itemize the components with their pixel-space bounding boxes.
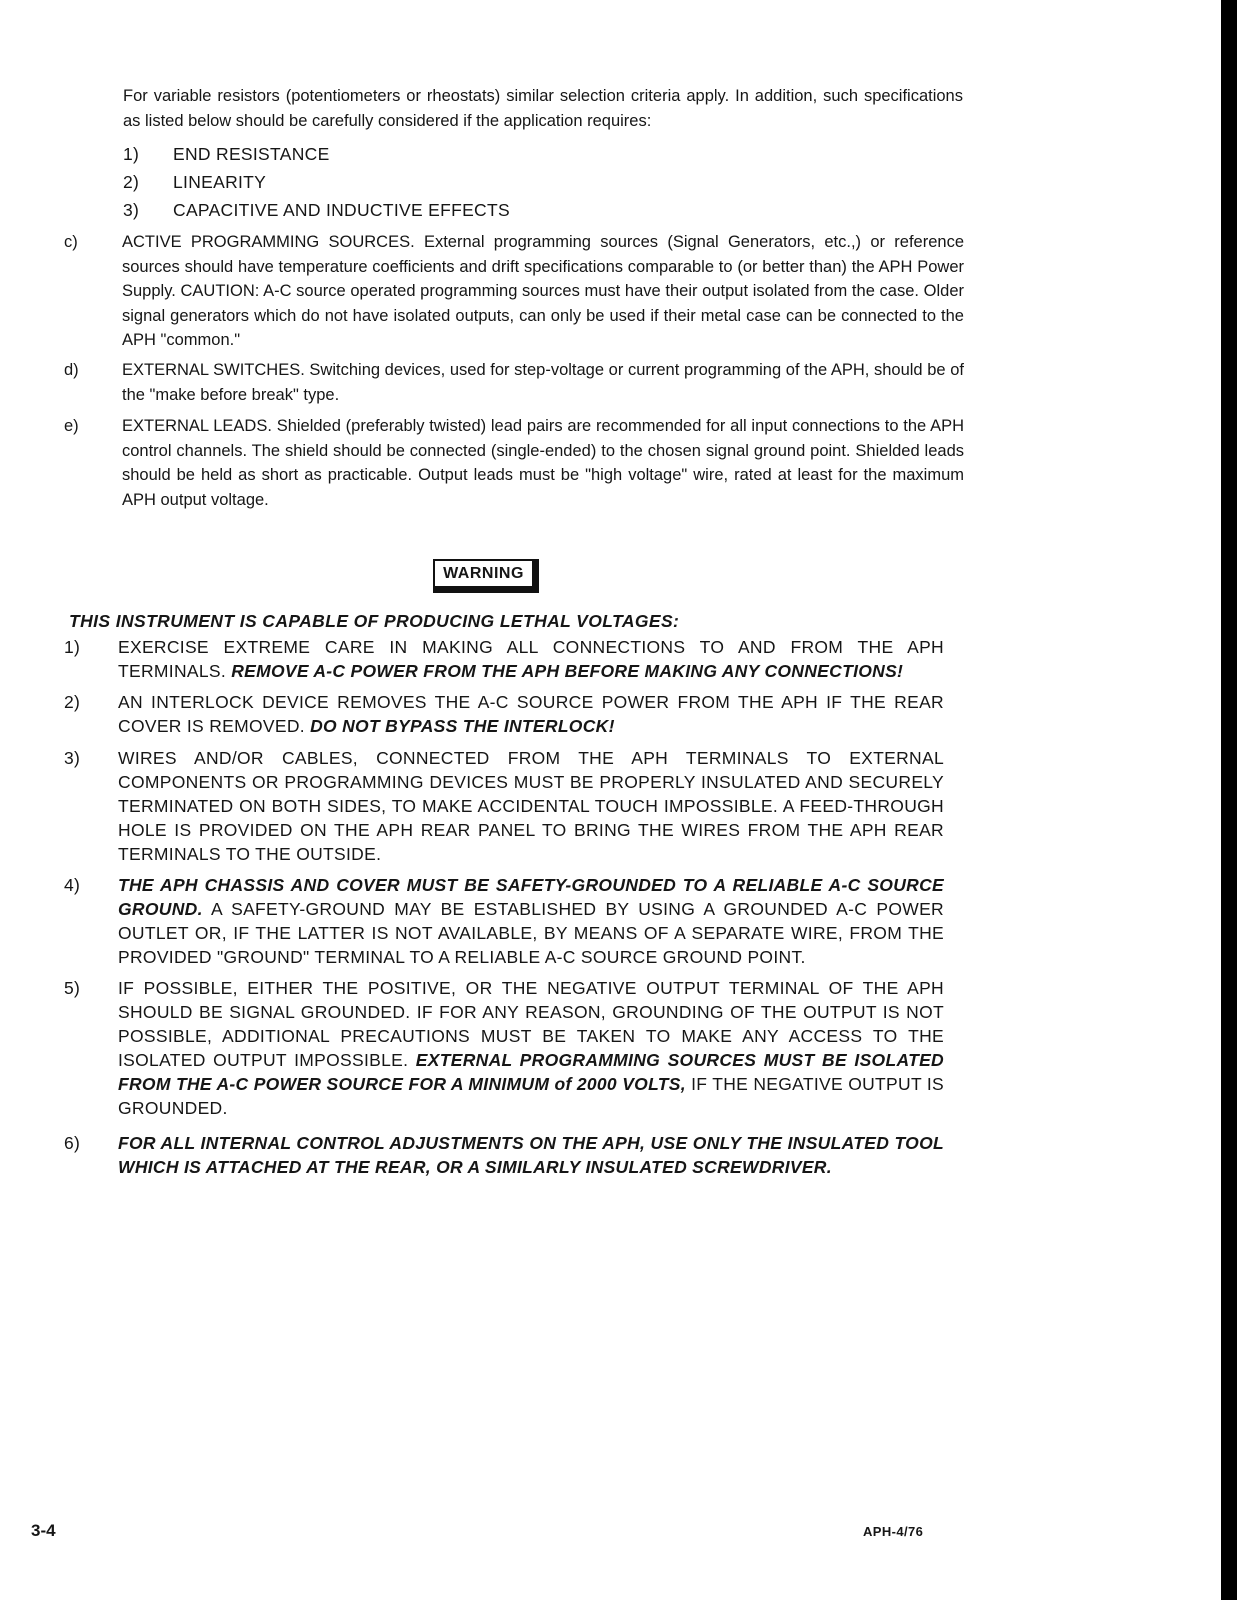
warning-item (64, 690, 944, 738)
intro-paragraph: For variable resistors (potentiometers or rheostats) similar selection criteria apply. In addition, such specifications as listed below should be carefully considered if the application requires: (123, 87, 963, 130)
warning-text-emphasis: DO NOT BYPASS THE INTERLOCK! (310, 716, 615, 736)
warning-item-text (118, 873, 944, 969)
warning-item-number: 5) (64, 978, 81, 998)
document-code: APH-4/76 (863, 1524, 924, 1539)
item-marker: c) (64, 233, 78, 251)
item-marker: e) (64, 417, 79, 435)
warning-text-plain: AN INTERLOCK DEVICE REMOVES THE A-C SOURCE POWER FROM THE APH IF THE REAR COVER IS REMOVED. (118, 692, 944, 736)
warning-text-plain: A SAFETY-GROUND MAY BE ESTABLISHED BY USING A GROUNDED A-C POWER OUTLET OR, IF THE LATTER IS NOT AVAILABLE, BY MEANS OF A SEPARATE WIRE, FROM THE PROVIDED "GROUND" TERMINAL TO A RELIABLE A-C SOURCE GROUND POINT. (118, 899, 944, 967)
warning-item-text (118, 746, 944, 866)
list-item (123, 196, 510, 224)
list-text: CAPACITIVE AND INDUCTIVE EFFECTS (173, 200, 510, 220)
warning-item-text (118, 976, 944, 1120)
list-item (123, 168, 510, 196)
warning-text-emphasis: EXTERNAL PROGRAMMING SOURCES MUST BE ISOLATED FROM THE A-C POWER SOURCE FOR A MINIMUM of 2000 VOLTS, (118, 1050, 944, 1094)
warning-item-number: 4) (64, 875, 81, 895)
warning-item-number: 3) (64, 748, 81, 768)
warning-text-plain: EXERCISE EXTREME CARE IN MAKING ALL CONNECTIONS TO AND FROM THE APH TERMINALS. (118, 637, 944, 681)
item-external-leads (64, 414, 964, 512)
page-number: 3-4 (31, 1521, 56, 1540)
list-number: 3) (123, 200, 140, 220)
item-text: ACTIVE PROGRAMMING SOURCES. External programming sources (Signal Generators, etc.,) or reference sources should have temperature coefficients and drift specifications comparable to (or better than) the APH Power Supply. CAUTION: A-C source operated programming sources must have their output isolated from the case. Older signal generators which do not have isolated outputs, can only be used if their metal case can be connected to the APH "common." (122, 233, 964, 349)
item-text: EXTERNAL LEADS. Shielded (preferably twisted) lead pairs are recommended for all input connections to the APH control channels. The shield should be connected (single-ended) to the chosen signal ground point. Shielded leads should be held as short as practicable. Output leads must be "high voltage" wire, rated at least for the maximum APH output voltage. (122, 417, 964, 509)
warning-item (64, 1131, 944, 1179)
warning-item (64, 873, 944, 969)
item-marker: d) (64, 361, 79, 379)
warning-text-emphasis: REMOVE A-C POWER FROM THE APH BEFORE MAKING ANY CONNECTIONS! (231, 661, 904, 681)
warning-item-number: 2) (64, 692, 81, 712)
warning-item-number: 1) (64, 637, 81, 657)
warning-item (64, 635, 944, 683)
warning-text-plain: IF POSSIBLE, EITHER THE POSITIVE, OR THE NEGATIVE OUTPUT TERMINAL OF THE APH SHOULD BE SIGNAL GROUNDED. IF FOR ANY REASON, GROUNDING OF THE OUTPUT IS NOT POSSIBLE, ADDITIONAL PRECAUTIONS MUST BE TAKEN TO MAKE ANY ACCESS TO THE ISOLATED OUTPUT IMPOSSIBLE. (118, 978, 944, 1070)
warning-label-box (433, 559, 539, 593)
list-number: 1) (123, 144, 140, 164)
list-text: END RESISTANCE (173, 144, 330, 164)
warning-item-number: 6) (64, 1133, 81, 1153)
warning-item (64, 746, 944, 866)
warning-item-text: FOR ALL INTERNAL CONTROL ADJUSTMENTS ON THE APH, USE ONLY THE INSULATED TOOL WHICH IS ATTACHED AT THE REAR, OR A SIMILARLY INSULATED SCREWDRIVER. (118, 1133, 944, 1177)
warning-item (64, 976, 944, 1120)
item-text: EXTERNAL SWITCHES. Switching devices, used for step-voltage or current programming of the APH, should be of the "make before break" type. (122, 361, 964, 404)
warning-item-text (118, 690, 944, 738)
item-active-programming-sources (64, 230, 964, 353)
warning-text-emphasis: THE APH CHASSIS AND COVER MUST BE SAFETY-GROUNDED TO A RELIABLE A-C SOURCE GROUND. (118, 875, 944, 919)
warning-label: WARNING (443, 564, 524, 582)
item-external-switches (64, 358, 964, 407)
warning-text-plain: WIRES AND/OR CABLES, CONNECTED FROM THE APH TERMINALS TO EXTERNAL COMPONENTS OR PROGRAMMING DEVICES MUST BE PROPERLY INSULATED AND SECURELY TERMINATED ON BOTH SIDES, TO MAKE ACCIDENTAL TOUCH IMPOSSIBLE. A FEED-THROUGH HOLE IS PROVIDED ON THE APH REAR PANEL TO BRING THE WIRES FROM THE APH REAR TERMINALS TO THE OUTSIDE. (118, 748, 944, 864)
warning-item-text (118, 635, 944, 683)
list-item (123, 140, 510, 168)
list-text: LINEARITY (173, 172, 267, 192)
scan-edge-bar (1221, 0, 1237, 1600)
warning-heading: THIS INSTRUMENT IS CAPABLE OF PRODUCING LETHAL VOLTAGES: (69, 611, 680, 631)
warning-text-plain: IF THE NEGATIVE OUTPUT IS GROUNDED. (118, 1074, 944, 1118)
variable-resistor-spec-list (123, 140, 510, 224)
list-number: 2) (123, 172, 140, 192)
